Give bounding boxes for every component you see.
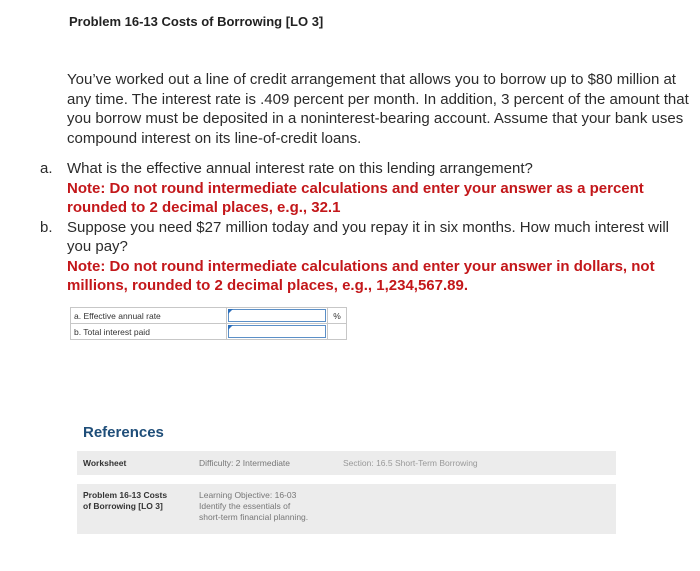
question-letter: a. [40, 160, 53, 177]
answer-row-effective-rate [71, 308, 347, 324]
question-text: What is the effective annual interest rate on this lending arrangement? [67, 160, 533, 177]
percent-unit: % [328, 308, 347, 324]
worksheet-label[interactable]: Worksheet [83, 458, 127, 468]
learning-objective-line: Learning Objective: 16-03 [199, 490, 297, 500]
answer-table [70, 307, 347, 340]
answer-label: a. Effective annual rate [71, 308, 227, 324]
question-a [40, 159, 692, 218]
effective-rate-cell [227, 308, 328, 324]
question-b [40, 218, 692, 296]
question-note: Note: Do not round intermediate calculations and enter your answer in dollars, not millions, rounded to 2 decimal places, e.g., 1,234,567.89. [67, 257, 655, 294]
total-interest-input[interactable] [228, 325, 326, 338]
learning-objective-line: Identify the essentials of [199, 501, 291, 511]
question-list [40, 159, 692, 296]
problem-title: Problem 16-13 Costs of Borrowing [LO 3] [69, 14, 324, 29]
answer-row-total-interest [71, 324, 347, 340]
problem-reference-line: of Borrowing [LO 3] [83, 501, 163, 511]
problem-reference-line: Problem 16-13 Costs [83, 490, 168, 500]
question-text: Suppose you need $27 million today and you repay it in six months. How much interest will you pay? [67, 218, 669, 255]
empty-unit [328, 324, 347, 340]
difficulty-text: Difficulty: 2 Intermediate [199, 458, 291, 468]
problem-reference[interactable] [83, 490, 167, 512]
question-note: Note: Do not round intermediate calculations and enter your answer as a percent rounded to 2 decimal places, e.g., 32.1 [67, 179, 644, 216]
problem-intro: You’ve worked out a line of credit arrangement that allows you to borrow up to $80 million at any time. The interest rate is .409 percent per month. In addition, 3 percent of the amount that you borrow must be deposited in a noninterest-bearing account. Assume that your bank uses compound interest on its line-of-credit loans. [67, 71, 689, 147]
learning-objective-line: short-term financial planning. [199, 512, 309, 522]
question-letter: b. [40, 218, 53, 236]
effective-rate-input[interactable] [228, 309, 326, 322]
section-text: Section: 16.5 Short-Term Borrowing [343, 458, 478, 468]
reference-row-problem [77, 484, 616, 534]
learning-objective [199, 490, 339, 523]
total-interest-cell [227, 324, 328, 340]
references-heading: References [83, 424, 164, 441]
reference-row-worksheet [77, 451, 616, 475]
answer-label: b. Total interest paid [71, 324, 227, 340]
